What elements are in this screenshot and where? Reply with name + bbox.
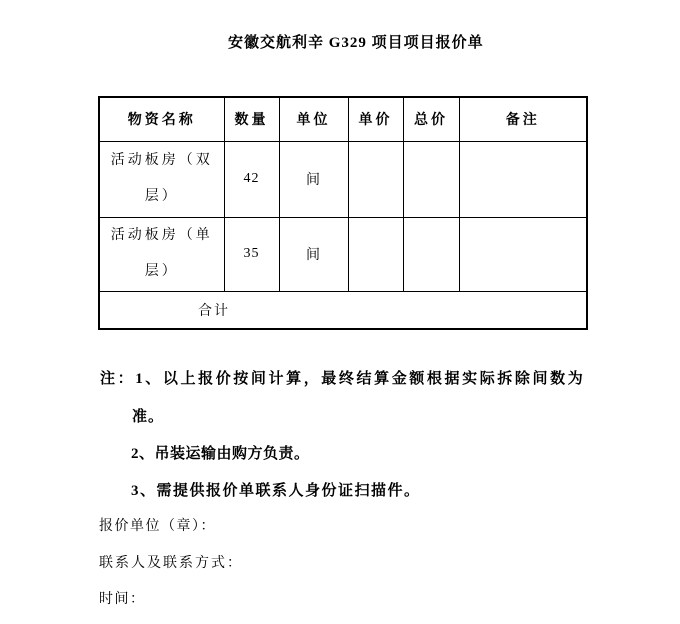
contact-person-label: 联系人及联系方式： (99, 556, 243, 571)
col-header-total-price: 总价 (403, 97, 459, 141)
table-row-single-layer (99, 217, 587, 291)
col-header-unit-price: 单价 (348, 97, 403, 141)
note-line-3: 3、需提供报价单联系人身份证扫描件。 (131, 483, 421, 499)
note-line-1-continued: 准。 (132, 409, 165, 425)
col-header-unit: 单位 (279, 97, 348, 141)
quoting-unit-seal-label: 报价单位（章）： (99, 519, 216, 534)
col-header-quantity: 数量 (224, 97, 279, 141)
cell-unit: 间 (279, 217, 348, 291)
cell-material-name: 活动板房（单层） (99, 217, 224, 291)
cell-material-name: 活动板房（双层） (99, 141, 224, 217)
col-header-remark: 备注 (459, 97, 587, 141)
time-label: 时间： (99, 592, 146, 607)
total-label: 合计 (99, 291, 587, 329)
cell-unit-price (348, 217, 403, 291)
table-header-row (99, 97, 587, 141)
cell-total-price (403, 217, 459, 291)
cell-quantity: 35 (224, 217, 279, 291)
cell-quantity: 42 (224, 141, 279, 217)
cell-remark (459, 141, 587, 217)
cell-total-price (403, 141, 459, 217)
table-row-double-layer (99, 141, 587, 217)
note-line-2: 2、吊装运输由购方负责。 (131, 446, 310, 462)
cell-unit: 间 (279, 141, 348, 217)
cell-unit-price (348, 141, 403, 217)
note-line-1: 注：1、以上报价按间计算，最终结算金额根据实际拆除间数为 (100, 371, 586, 387)
document-title: 安徽交航利辛 G329 项目项目报价单 (228, 35, 484, 51)
table-total-row (99, 291, 587, 329)
cell-remark (459, 217, 587, 291)
col-header-material-name: 物资名称 (99, 97, 224, 141)
quotation-table (98, 96, 588, 330)
